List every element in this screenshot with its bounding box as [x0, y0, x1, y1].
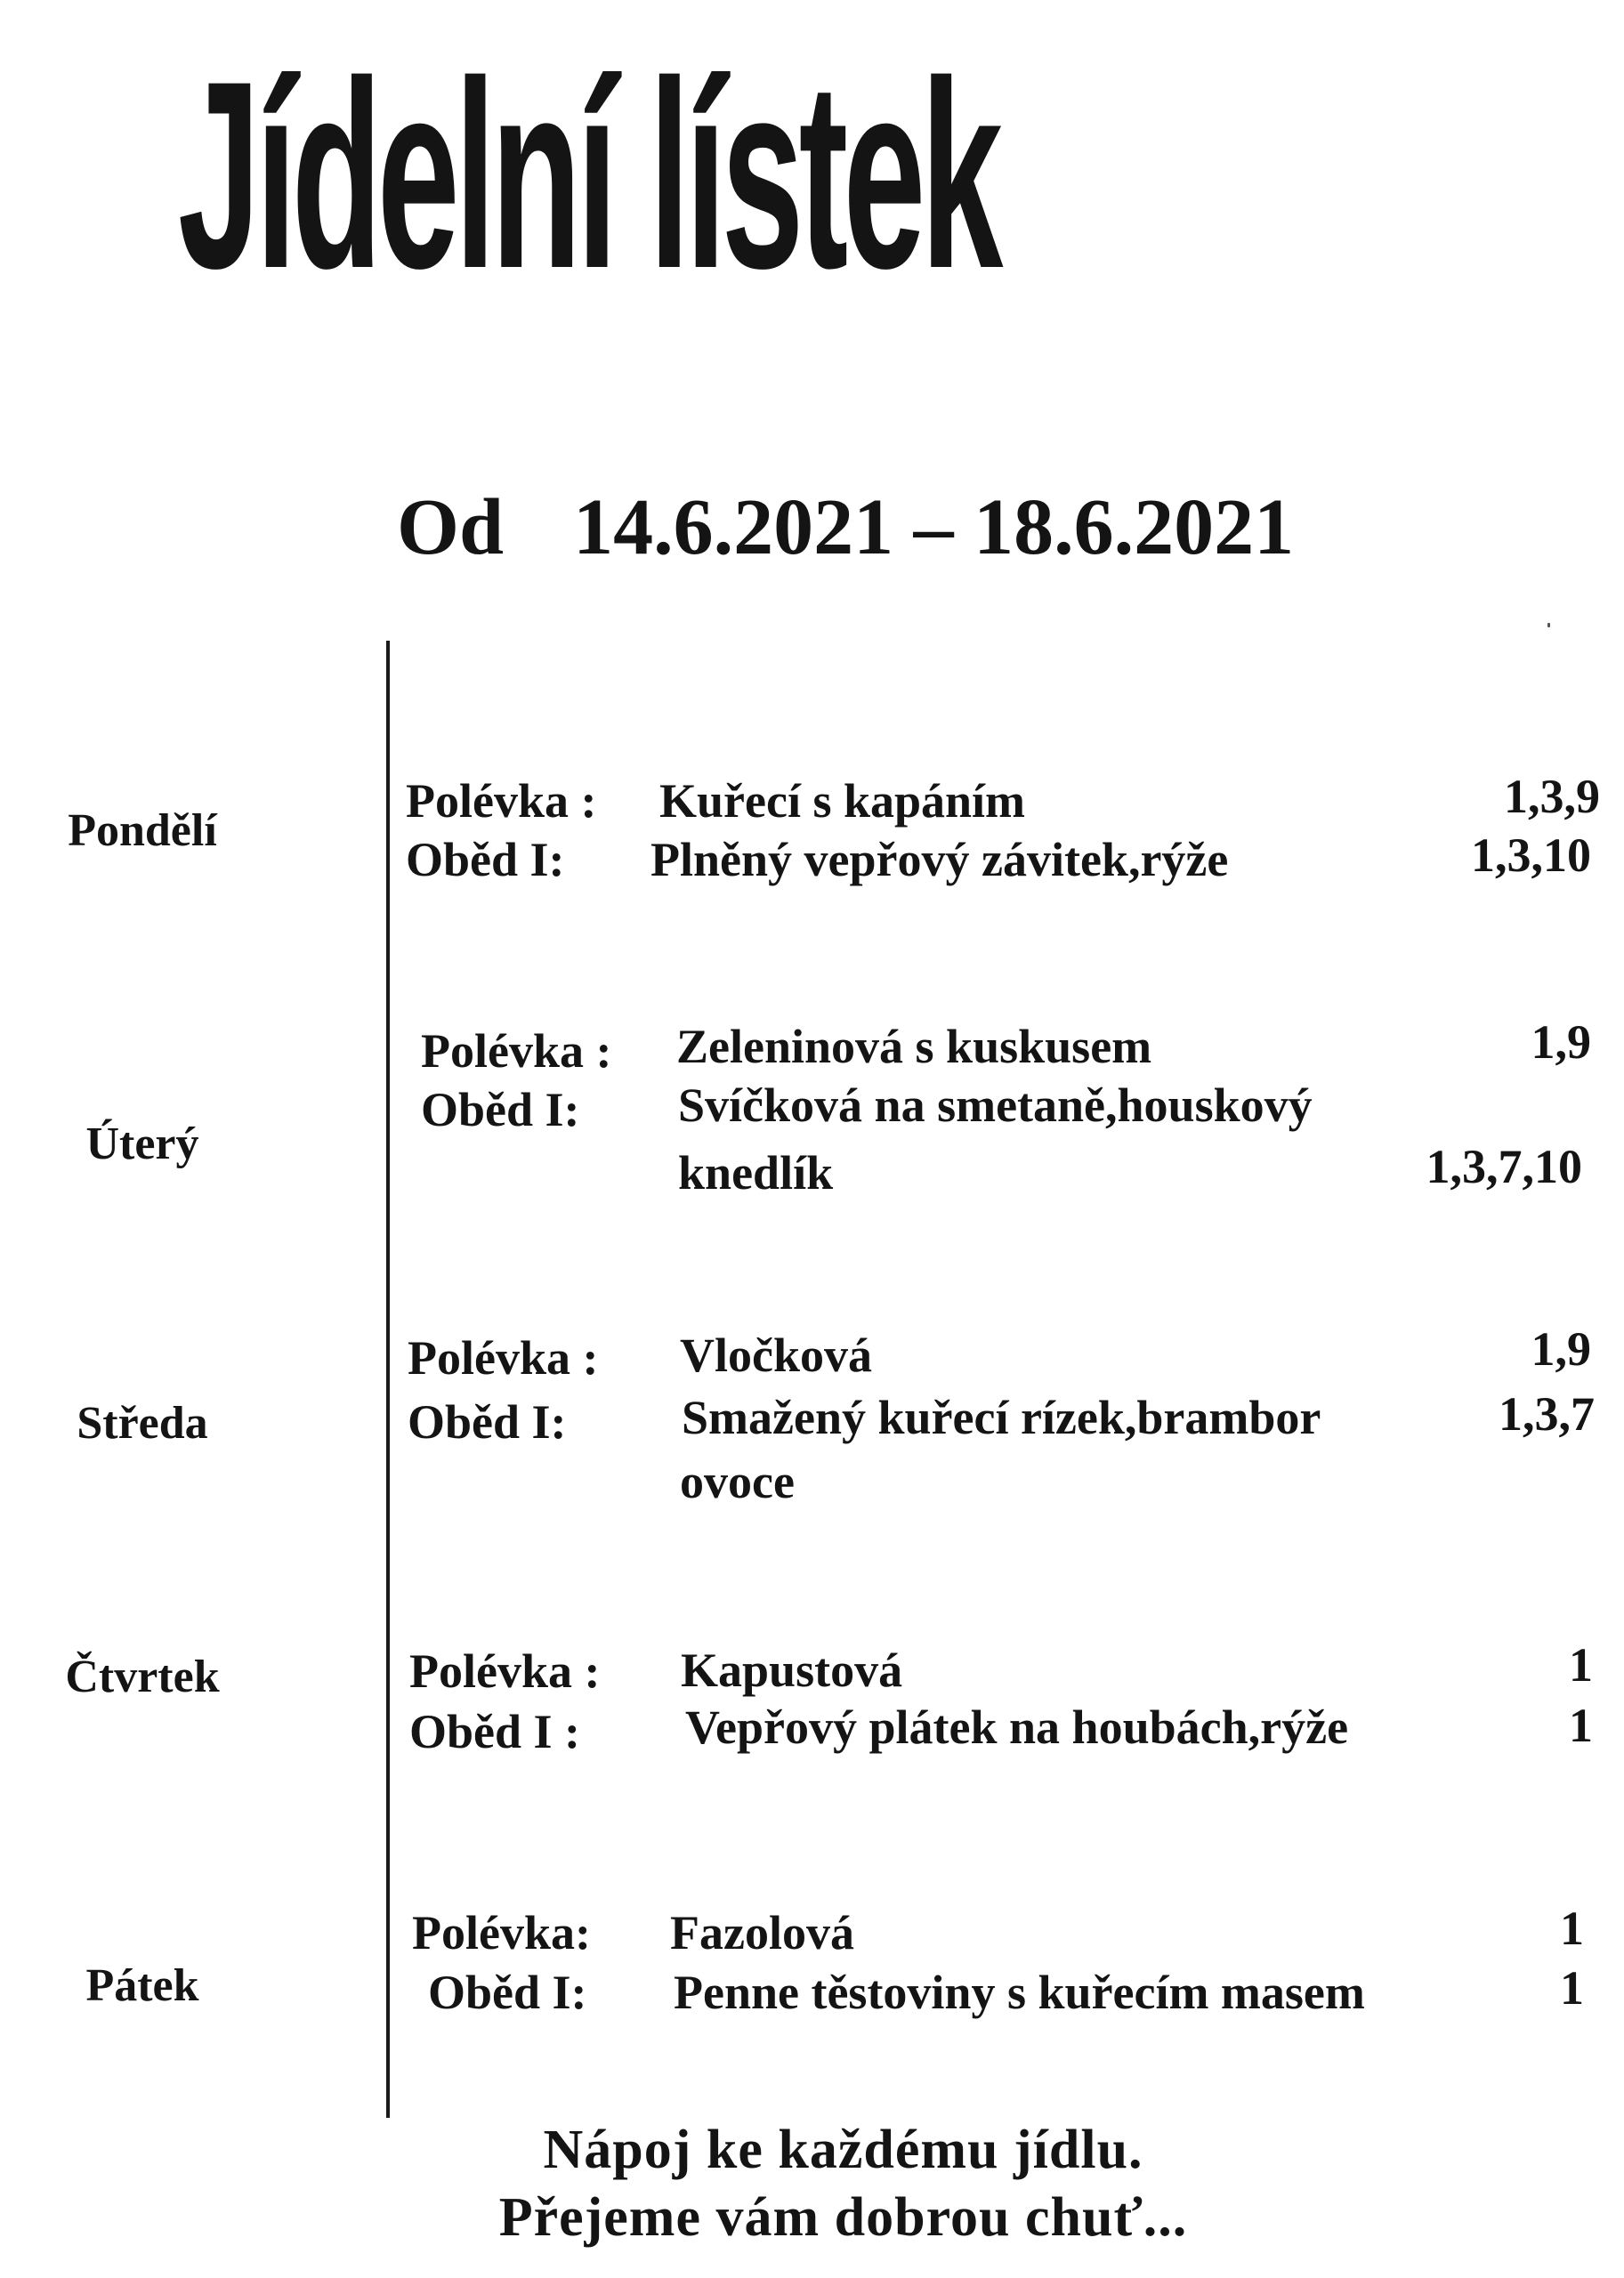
date-range-value: 14.6.2021 – 18.6.2021 — [573, 483, 1295, 571]
footer-drink-note: Nápoj ke každému jídlu. — [543, 2120, 1143, 2180]
lunch-allergens: 1,3,10 — [1471, 828, 1591, 882]
lunch-name: Vepřový plátek na houbách,rýže — [685, 1700, 1349, 1754]
footer-greeting: Přejeme vám dobrou chuť... — [498, 2187, 1188, 2248]
lunch-label: Oběd I: — [421, 1083, 580, 1136]
date-prefix: Od — [397, 483, 505, 571]
day-wednesday: Středa — [77, 1398, 208, 1449]
soup-allergens: 1,9 — [1531, 1322, 1591, 1376]
soup-allergens: 1 — [1560, 1902, 1584, 1955]
soup-label: Polévka : — [421, 1024, 612, 1078]
soup-label: Polévka : — [408, 1331, 599, 1385]
lunch-label: Oběd I: — [406, 833, 565, 886]
lunch-name-continued: ovoce — [680, 1455, 795, 1508]
day-monday: Pondělí — [68, 805, 217, 856]
soup-name: Fazolová — [670, 1906, 854, 1959]
column-divider — [386, 641, 390, 2118]
soup-allergens: 1,9 — [1531, 1015, 1591, 1069]
day-thursday: Čtvrtek — [65, 1652, 220, 1702]
soup-allergens: 1,3,9 — [1504, 770, 1600, 823]
soup-name: Zeleninová s kuskusem — [676, 1020, 1152, 1073]
lunch-label: Oběd I: — [428, 1966, 587, 2019]
scan-speck — [1547, 623, 1550, 627]
lunch-allergens: 1,3,7 — [1499, 1387, 1595, 1441]
soup-name: Kuřecí s kapáním — [659, 774, 1026, 828]
menu-title — [0, 32, 1624, 317]
lunch-name-continued: knedlík — [678, 1146, 834, 1200]
lunch-name: Plněný vepřový závitek,rýže — [650, 833, 1229, 886]
soup-allergens: 1 — [1569, 1638, 1593, 1692]
lunch-name: Penne těstoviny s kuřecím masem — [674, 1966, 1365, 2019]
soup-name: Vločková — [680, 1329, 872, 1382]
lunch-allergens: 1 — [1560, 1961, 1584, 2015]
date-range — [397, 479, 1294, 577]
day-friday: Pátek — [85, 1960, 199, 2011]
lunch-name: Smažený kuřecí rízek,brambor — [682, 1391, 1321, 1444]
menu-title-text: Jídelní lístek — [178, 32, 998, 317]
lunch-label: Oběd I : — [409, 1705, 581, 1758]
soup-label: Polévka: — [412, 1906, 591, 1959]
day-tuesday: Úterý — [85, 1119, 199, 1169]
soup-label: Polévka : — [409, 1644, 601, 1698]
lunch-label: Oběd I: — [408, 1395, 567, 1449]
lunch-name: Svíčková na smetaně,houskový — [678, 1078, 1313, 1132]
lunch-allergens: 1 — [1569, 1699, 1593, 1752]
soup-label: Polévka : — [406, 774, 597, 828]
lunch-allergens: 1,3,7,10 — [1426, 1140, 1582, 1193]
soup-name: Kapustová — [681, 1644, 903, 1697]
